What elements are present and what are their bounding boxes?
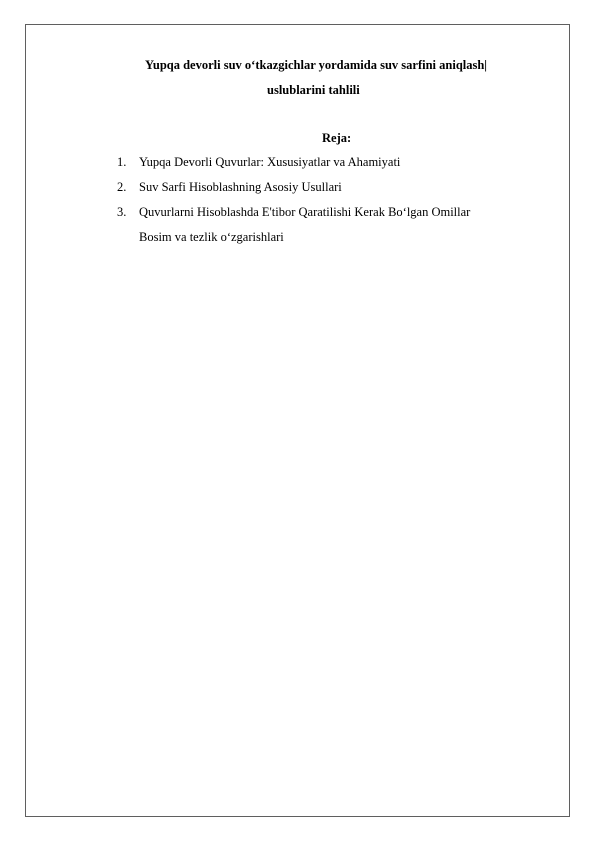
plan-heading: Reja: bbox=[322, 131, 352, 145]
plan-item-text: Suv Sarfi Hisoblashning Asosiy Usullari bbox=[139, 180, 342, 194]
plan-item-number: 2. bbox=[117, 180, 127, 194]
plan-continuation-line: Bosim va tezlik o‘zgarishlari bbox=[139, 230, 284, 244]
page-border bbox=[25, 24, 570, 817]
plan-item-number: 1. bbox=[117, 155, 127, 169]
plan-item-text: Yupqa Devorli Quvurlar: Xususiyatlar va Ahamiyati bbox=[139, 155, 401, 169]
plan-item-text: Quvurlarni Hisoblashda E'tibor Qaratilishi Kerak Bo‘lgan Omillar bbox=[139, 205, 471, 219]
plan-item-number: 3. bbox=[117, 205, 127, 219]
document-title-line-2: uslublarini tahlili bbox=[267, 83, 360, 97]
document-title-line-1: Yupqa devorli suv o‘tkazgichlar yordamida suv sarfini aniqlash| bbox=[145, 58, 488, 72]
plan-item-3 bbox=[117, 204, 470, 229]
plan-item-2 bbox=[117, 179, 470, 204]
plan-item-1 bbox=[117, 154, 470, 179]
plan-list bbox=[117, 154, 470, 229]
